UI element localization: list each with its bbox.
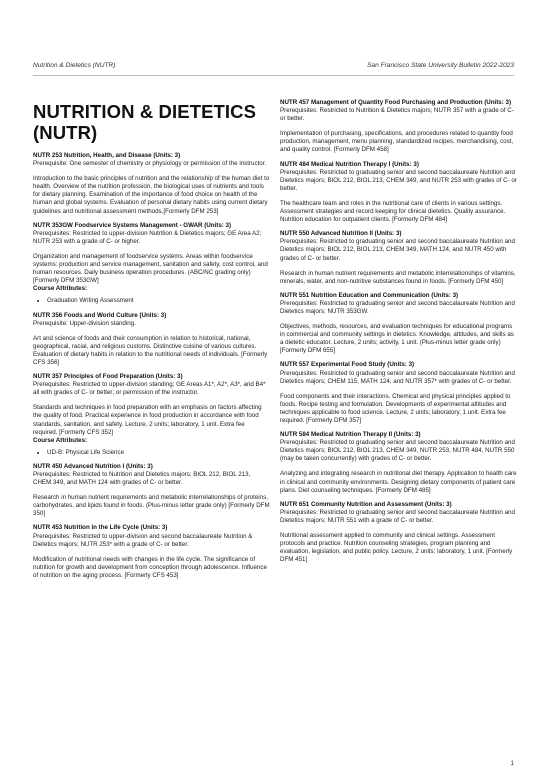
- page-title: [33, 101, 270, 143]
- course-prerequisites: Prerequisites: Restricted to Nutrition & Dietetics majors; NUTR 357 with a grade of C- or better.: [280, 107, 514, 123]
- course-entry: [280, 161, 517, 225]
- course-description: The healthcare team and roles in the nutritional care of clients in various settings. Assessment strategies and record keeping for clinical dietetics. Quality assurance. Nutrition education for outpatient clients. [Formerly DFM 484]: [280, 199, 506, 224]
- course-entry: [280, 431, 517, 495]
- course-prerequisites: Prerequisite: One semester of chemistry or physiology or permission of the instructor.: [33, 160, 267, 168]
- course-description: Standards and techniques in food preparation with an emphasis on factors affecting the quality of food. Practical experience in food production in accordance with food standards, sanitation, and safety. Lecture, 2 units; laboratory, 1 unit. Extra fee required. [Formerly CFS 352]: [33, 404, 262, 436]
- course-heading: NUTR 551 Nutrition Education and Communication (Units: 3): [280, 291, 459, 299]
- course-heading: NUTR 457 Management of Quantity Food Purchasing and Production (Units: 3): [280, 99, 512, 106]
- right-column: [280, 99, 517, 570]
- course-attribute-item: • Graduation Writing Assessment: [47, 297, 270, 305]
- right-course-list: [280, 99, 517, 564]
- course-attributes-label: Course Attributes:: [33, 436, 88, 444]
- course-prerequisites: Prerequisites: Restricted to graduating senior and second baccalaureate Nutrition and Dietetics majors; BIOL 212, BIOL 213, CHEM 349, NUTR 253, NUTR 484, NUTR 550 (may be taken concurrently) with grades of C- or better.: [280, 439, 515, 463]
- header-publication: San Francisco State University Bulletin 2022-2023: [367, 62, 514, 69]
- page-number: 1: [510, 760, 514, 767]
- course-heading: NUTR 253 Nutrition, Health, and Disease (Units: 3): [33, 152, 181, 159]
- course-heading: NUTR 357 Principles of Food Preparation (Units: 3): [33, 373, 183, 381]
- course-description: Nutritional assessment applied to community and clinical settings. Assessment protocols and practice. Nutrition counseling strategies, program planning and evaluation, legislation, and public policy. Lecture, 2 units; laboratory, 1 unit. [Formerly DFM 451]: [280, 532, 513, 564]
- course-heading: NUTR 484 Medical Nutrition Therapy I (Units: 3): [280, 160, 419, 168]
- page-title-line-2: (NUTR): [33, 122, 98, 143]
- course-entry: [280, 230, 517, 286]
- course-entry: [33, 312, 270, 368]
- running-header: [33, 62, 514, 69]
- course-attributes-list: [33, 449, 270, 457]
- course-entry: [280, 501, 517, 565]
- course-description: Research in human nutrient requirements and metabolic interrelationships of proteins, carbohydrates, and lipids found in foods. (Plus-minus letter grade only) [Formerly DFM 350]: [33, 494, 270, 518]
- course-prerequisites: Prerequisites: Restricted to graduating senior and second baccalaureate Nutrition and Dietetics majors; BIOL 212, BIOL 213, CHEM 349, MATH 124, and NUTR 450 with grades of C- or better.: [280, 238, 515, 262]
- course-prerequisites: Prerequisites: Restricted to Nutrition and Dietetics majors; BIOL 212, BIOL 213, CHEM 349, and MATH 124 with grades of C- or better.: [33, 471, 251, 487]
- course-description: Modification of nutritional needs with changes in the life cycle. The significance of nutrition for growth and development from conception through adolescence. Influence of nutrition on the aging process. [Formerly CFS 453]: [33, 555, 267, 579]
- course-description: Introduction to the basic principles of nutrition and the relationship of the human diet to health. Overview of the nutrition profession, the biological uses of nutrients and tools for dietary planning. Examination of the importance of food choice on health of the human and global systems. Evaluation of personal dietary habits using current dietary guidelines and nutritional assessment methods.[Formerly DFM 253]: [33, 175, 270, 215]
- course-description: Analyzing and integrating research in nutritional diet therapy. Application to health care in clinical and community environments. Designing dietary components of patient care plans. Diet counseling techniques. [Formerly DFM 485]: [280, 470, 517, 494]
- course-description: Research in human nutrient requirements and metabolic interrelationships of vitamins, minerals, water, and non-nutritive substances found in foods. [Formerly DFM 450]: [280, 269, 516, 285]
- course-description: Organization and management of foodservice systems. Areas within foodservice systems: production and service management, sanitation and safety, cost control, and human resources. Daily business operation procedures. (ABC/NC grading only) [Formerly DFM 353GW]: [33, 252, 268, 285]
- course-prerequisites: Prerequisites: Restricted to graduating senior and second baccalaureate Nutrition and Dietetics majors; BIOL 212, BIOL 213, CHEM 349, and NUTR 253 with grades of C- or better.: [280, 168, 517, 192]
- course-prerequisites: Prerequisites: Restricted to upper-division standing; GE Areas A1*, A2*, A3*, and B4* all with grades of C- or better; or permission of the instructor.: [33, 381, 266, 397]
- course-heading: NUTR 584 Medical Nutrition Therapy II (Units: 3): [280, 431, 421, 439]
- course-heading: NUTR 651 Community Nutrition and Assessment (Units: 3): [280, 500, 452, 508]
- course-prerequisites: Prerequisites: Restricted to upper-division Nutrition & Dietetics majors; GE Area A2; NUTR 253 with a grade of C- or higher.: [33, 229, 262, 245]
- course-description: Art and science of foods and their consumption in relation to historical, national, geographical, racial, and religious customs. Distinctive cuisine of various cultures. Evaluation of dietary habits in relation to the nutritional needs of individuals. [Formerly CFS 356]: [33, 334, 268, 366]
- course-entry: [33, 373, 270, 457]
- course-attributes-list: [33, 297, 270, 305]
- course-prerequisites: Prerequisites: Restricted to upper-division and second baccalaureate Nutrition & Dietetics majors; NUTR 253* with a grade of C- or better.: [33, 532, 253, 548]
- course-entry: [33, 463, 270, 519]
- left-course-list: [33, 152, 270, 580]
- course-description: Food components and their interactions. Chemical and physical principles applied to foods. Recipe testing and formulation. Developments of experimental attitudes and techniques applicable to food science. Lecture, 2 units; laboratory, 1 unit. Extra fee required. [Formerly DFM 357]: [280, 392, 511, 424]
- left-column: [33, 97, 270, 586]
- course-heading: NUTR 557 Experimental Food Study (Units: 3): [280, 361, 415, 369]
- course-entry: [33, 222, 270, 306]
- course-heading: NUTR 453 Nutrition in the Life Cycle (Units: 3): [33, 524, 168, 532]
- course-heading: NUTR 450 Advanced Nutrition I (Units: 3): [33, 462, 153, 470]
- course-prerequisites: Prerequisite: Upper-division standing.: [33, 319, 136, 327]
- course-entry: [33, 524, 270, 580]
- course-entry: [280, 292, 517, 356]
- course-entry: [33, 152, 270, 216]
- course-heading: NUTR 353GW Foodservice Systems Management - GWAR (Units: 3): [33, 221, 232, 229]
- course-heading: NUTR 550 Advanced Nutrition II (Units: 3): [280, 230, 402, 238]
- course-prerequisites: Prerequisites: Restricted to graduating senior and second baccalaureate Nutrition and Dietetics majors; CHEM 115, MATH 124, and NUTR 357* with grades of C- or better.: [280, 369, 515, 385]
- course-attribute-item: • UD-B: Physical Life Science: [47, 449, 270, 457]
- course-entry: [280, 361, 517, 425]
- page-title-line-1: NUTRITION & DIETETICS: [33, 101, 257, 122]
- course-description: Implementation of purchasing, specifications, and procedures related to quantity food production, management, menu planning, standardized recipes, merchandising, cost, and quality control. [Formerly DFM 458]: [280, 130, 514, 154]
- course-attributes-label: Course Attributes:: [33, 285, 88, 293]
- course-prerequisites: Prerequisites: Restricted to graduating senior and second baccalaureate Nutrition and Dietetics majors; NUTR 551 with a grade of C- or better.: [280, 508, 515, 524]
- course-prerequisites: Prerequisites: Restricted to graduating senior and second baccalaureate Nutrition and Dietetics majors; NUTR 353GW.: [280, 299, 515, 315]
- course-description: Objectives, methods, resources, and evaluation techniques for educational programs in commercial and community settings in dietetics. Knowledge, attitudes, and skills as a dietetic educator. Lecture, 2 units; activity, 1 unit. (Plus-minus letter grade only) [Formerly DFM 655]: [280, 323, 514, 355]
- course-heading: NUTR 356 Foods and World Culture (Units: 3): [33, 311, 167, 319]
- course-entry: [280, 99, 517, 155]
- header-rule: [33, 75, 514, 76]
- header-section-title: Nutrition & Dietetics (NUTR): [33, 62, 116, 69]
